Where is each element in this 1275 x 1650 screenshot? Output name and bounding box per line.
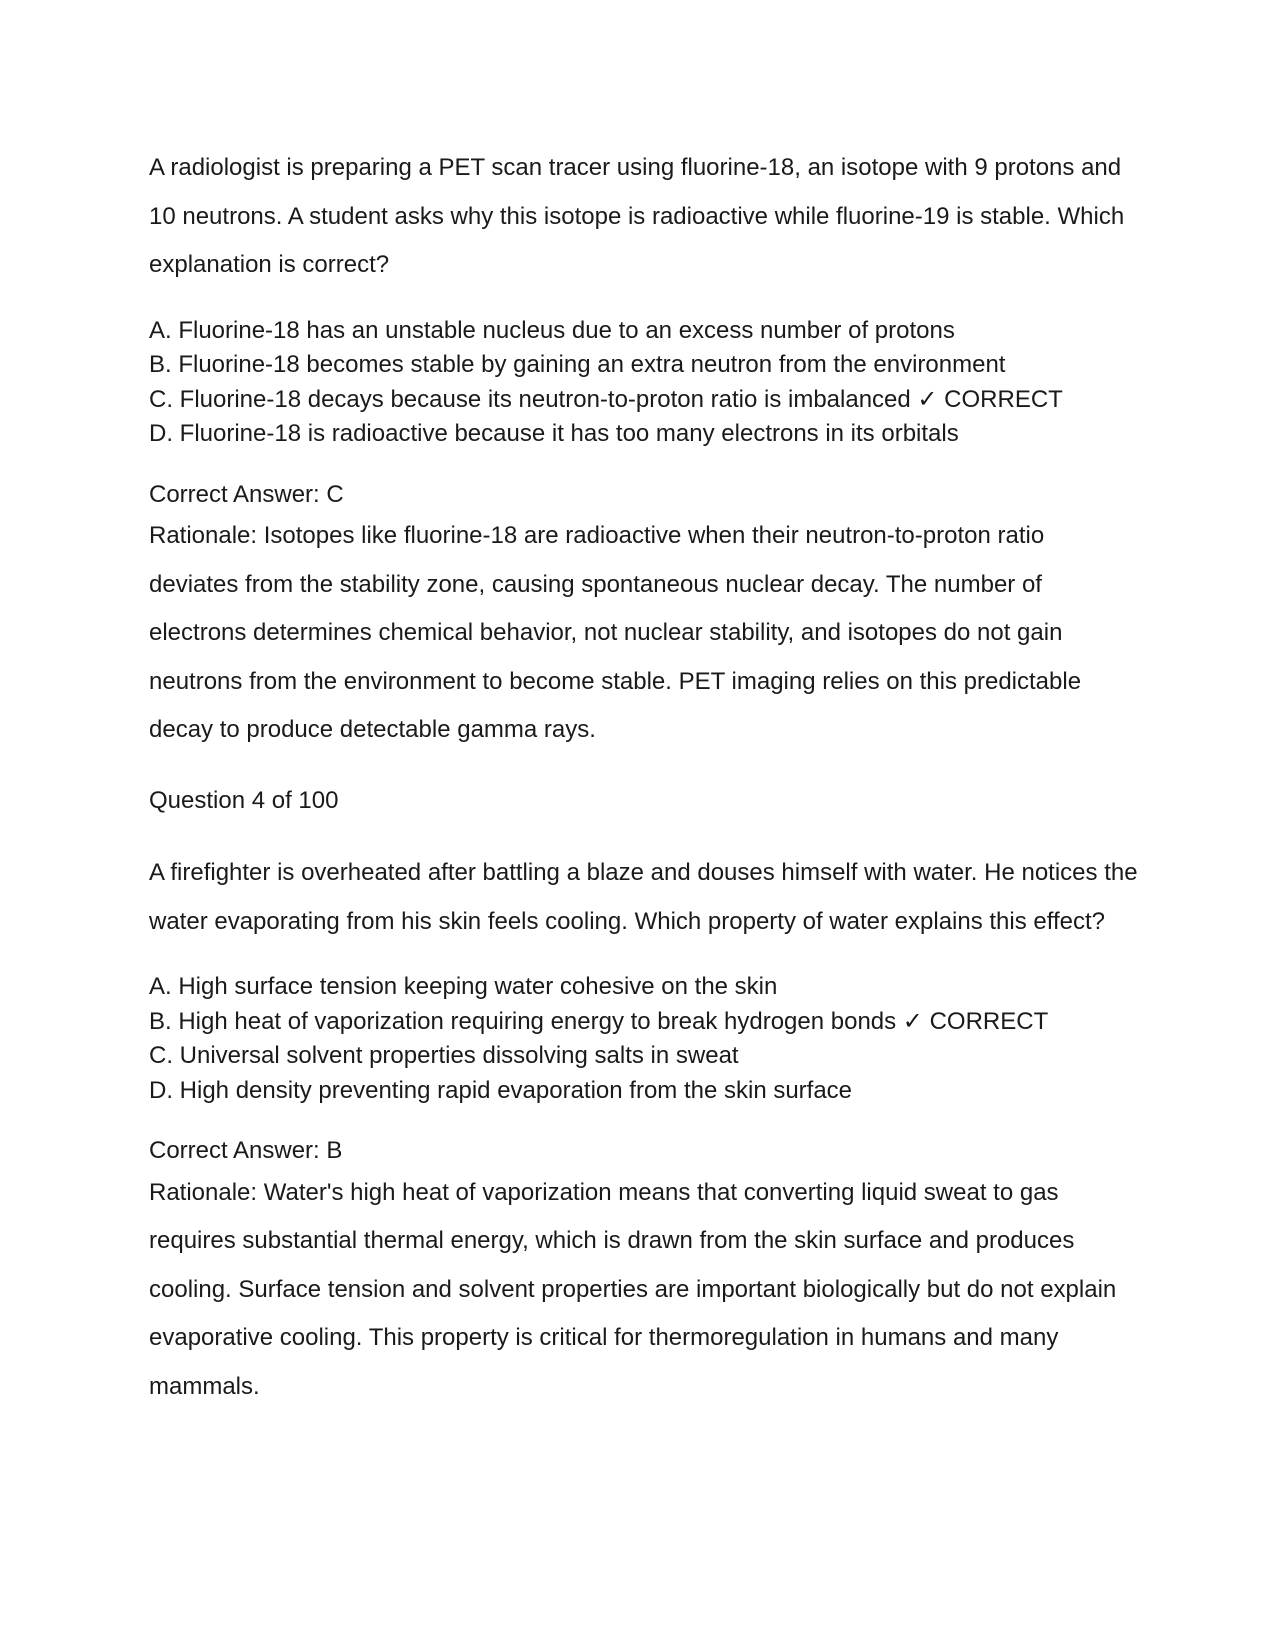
option-a: A. Fluorine-18 has an unstable nucleus due to an excess number of protons [149,316,955,344]
answer-options [149,314,1139,452]
question-block [149,144,1139,755]
question-block [149,777,1139,1412]
option-a: A. High surface tension keeping water cohesive on the skin [149,973,778,1000]
option-b: B. Fluorine-18 becomes stable by gaining an extra neutron from the environment [149,351,1006,378]
question-number: Question 4 of 100 [149,786,339,814]
option-d: D. High density preventing rapid evaporation from the skin surface [149,1076,853,1104]
option-c: C. Universal solvent properties dissolving salts in sweat [149,1042,739,1069]
rationale: Rationale: Water's high heat of vaporization means that converting liquid sweat to gas requires substantial thermal energy, which is drawn from the skin surface and produces cooling. Surface tension and solvent properties are important biologically but do not explain evaporative cooling. This property is critical for thermoregulation in humans and many mammals. [149,1178,1117,1400]
rationale: Rationale: Isotopes like fluorine-18 are radioactive when their neutron-to-proton ratio deviates from the stability zone, causing spontaneous nuclear decay. The number of electrons determines chemical behavior, not nuclear stability, and isotopes do not gain neutrons from the environment to become stable. PET imaging relies on this predictable decay to produce detectable gamma rays. [149,522,1082,743]
question-stem: A radiologist is preparing a PET scan tracer using fluorine-18, an isotope with 9 protons and 10 neutrons. A student asks why this isotope is radioactive while fluorine-19 is stable. Which explanation is correct? [149,154,1125,278]
correct-answer: Correct Answer: C [149,480,344,508]
answer-options [149,970,1139,1108]
option-b: B. High heat of vaporization requiring energy to break hydrogen bonds ✓ CORRECT [149,1007,1049,1035]
correct-answer: Correct Answer: B [149,1137,343,1164]
question-stem: A firefighter is overheated after battling a blaze and douses himself with water. He notices the water evaporating from his skin feels cooling. Which property of water explains this effect? [149,859,1138,935]
page-content [149,144,1139,1411]
option-d: D. Fluorine-18 is radioactive because it has too many electrons in its orbitals [149,420,959,447]
option-c: C. Fluorine-18 decays because its neutron-to-proton ratio is imbalanced ✓ CORRECT [149,385,1063,413]
